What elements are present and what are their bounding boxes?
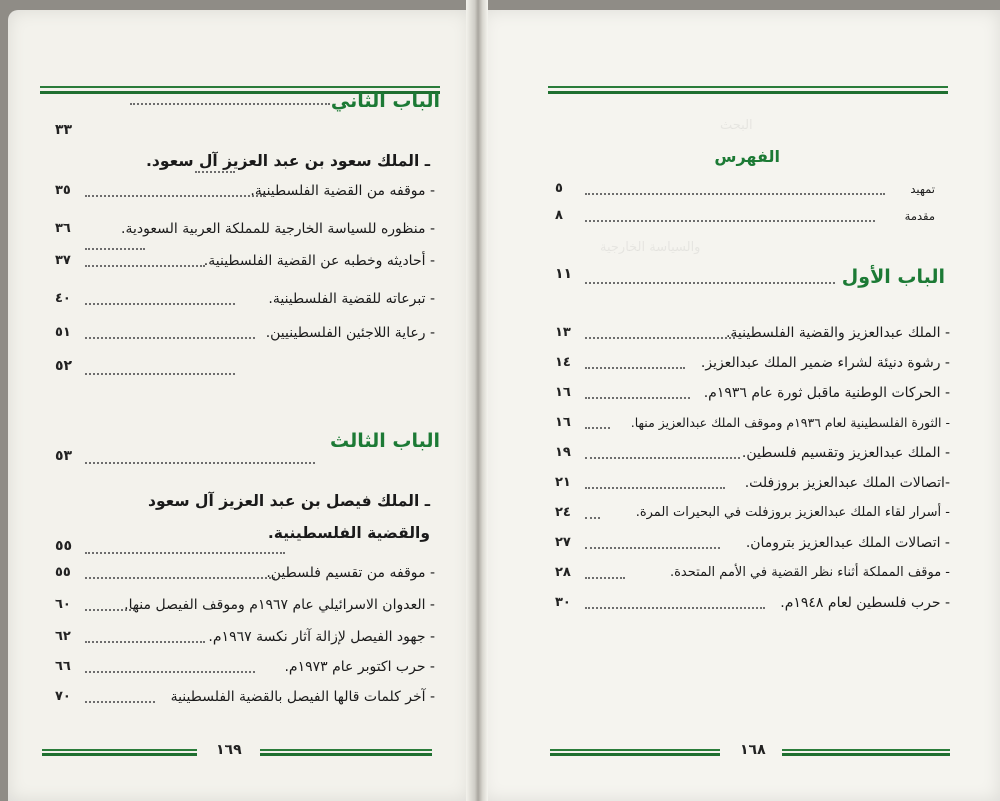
toc-entry-page: ٢٤ — [555, 505, 571, 520]
toc-entry-page: ٢٨ — [555, 565, 571, 580]
dot-leader — [585, 547, 720, 549]
toc-row — [55, 218, 435, 240]
dot-leader — [585, 193, 885, 195]
dot-leader — [85, 671, 255, 673]
toc-entry-page: ٤٠ — [55, 291, 71, 306]
toc-entry-page: ٥١ — [55, 325, 71, 340]
toc-entry-title: - العدوان الاسرائيلي عام ١٩٦٧م وموقف الفيصل منها. — [124, 597, 435, 613]
toc-entry-page: ٣٦ — [55, 221, 71, 236]
toc-entry-title: تمهيد — [910, 182, 935, 196]
toc-row — [55, 562, 435, 584]
toc-entry-page: ١٤ — [555, 355, 571, 370]
toc-row — [555, 178, 935, 200]
show-through-text: البحث — [720, 118, 753, 133]
toc-row — [55, 594, 435, 616]
dot-leader — [585, 517, 600, 519]
dot-leader — [85, 195, 265, 197]
toc-row — [555, 442, 950, 464]
toc-entry-title: - موقف المملكة أثناء نظر القضية في الأمم المتحدة. — [669, 565, 950, 580]
dot-leader — [85, 701, 155, 703]
dot-leader — [85, 303, 235, 305]
book-gutter — [466, 0, 488, 801]
page-number-168: ١٦٨ — [740, 742, 766, 758]
chapter1-page: ١١ — [555, 266, 573, 282]
toc-row — [555, 532, 950, 554]
dot-leader — [130, 103, 330, 105]
dot-leader — [85, 641, 205, 643]
toc-entry-title: - حرب اكتوبر عام ١٩٧٣م. — [284, 659, 435, 675]
chapter2-title: الباب الثاني — [330, 90, 440, 112]
footer-rule-right — [782, 749, 950, 757]
toc-row — [55, 288, 435, 310]
toc-entry-title: - موقفه من تقسيم فلسطين. — [266, 565, 435, 581]
toc-entry-title: - الملك عبدالعزيز وتقسيم فلسطين. — [741, 445, 950, 461]
dot-leader — [585, 427, 610, 429]
dot-leader — [85, 552, 285, 554]
chapter2-page: ٣٣ — [55, 122, 73, 138]
dot-leader — [585, 397, 690, 399]
toc-row — [555, 502, 950, 524]
toc-entry-title: - الثورة الفلسطينية لعام ١٩٣٦م وموقف الملك عبدالعزيز منها. — [630, 415, 950, 430]
toc-entry-title: - تبرعاته للقضية الفلسطينية. — [268, 291, 435, 307]
toc-entry-title: - رشوة دنيئة لشراء ضمير الملك عبدالعزيز. — [700, 355, 950, 371]
toc-entry-page: ٢١ — [555, 475, 571, 490]
chapter3-subhead-page: ٥٥ — [55, 538, 73, 554]
dot-leader — [85, 609, 135, 611]
toc-entry-title: - الحركات الوطنية ماقبل ثورة عام ١٩٣٦م. — [703, 385, 950, 401]
chapter2-trailing-page: ٥٢ — [55, 358, 73, 374]
chapter3-title: الباب الثالث — [329, 430, 440, 452]
dot-leader — [85, 265, 205, 267]
index-title: الفهرس — [714, 147, 780, 166]
toc-row — [555, 592, 950, 614]
toc-row — [55, 686, 435, 708]
chapter3-subhead-line2: والقضية الفلسطينية. — [267, 524, 430, 542]
dot-leader — [585, 457, 740, 459]
toc-entry-title: -اتصالات الملك عبدالعزيز بروزفلت. — [744, 475, 950, 491]
toc-entry-title: - اتصالات الملك عبدالعزيز بترومان. — [745, 535, 950, 551]
toc-entry-title: - موقفه من القضية الفلسطينية. — [250, 183, 435, 199]
toc-row — [55, 180, 435, 202]
left-page — [8, 10, 470, 801]
toc-row — [55, 250, 435, 272]
toc-row — [555, 352, 950, 374]
chapter2-subhead: ـ الملك سعود بن عبد العزيز آل سعود. — [146, 152, 430, 170]
toc-entry-page: ١٩ — [555, 445, 571, 460]
dot-leader — [585, 220, 875, 222]
footer-rule-left — [42, 749, 197, 757]
toc-entry-title: - الملك عبدالعزيز والقضية الفلسطينية. — [725, 325, 950, 341]
dot-leader — [85, 373, 235, 375]
dot-leader — [85, 337, 255, 339]
dot-leader — [585, 367, 685, 369]
dot-leader — [585, 487, 725, 489]
chapter1-title: الباب الأول — [841, 266, 945, 288]
toc-row — [55, 626, 435, 648]
dot-leader — [85, 577, 275, 579]
dot-leader — [85, 462, 315, 464]
chapter3-page: ٥٣ — [55, 448, 73, 464]
toc-entry-title: - جهود الفيصل لإزالة آثار نكسة ١٩٦٧م. — [208, 629, 435, 645]
toc-row — [555, 472, 950, 494]
toc-entry-page: ١٣ — [555, 325, 571, 340]
dot-leader — [585, 577, 625, 579]
dot-leader — [585, 337, 735, 339]
toc-entry-title: مقدمة — [904, 209, 935, 223]
toc-entry-page: ١٦ — [555, 385, 571, 400]
dot-leader — [195, 171, 235, 173]
toc-entry-title: - منظوره للسياسة الخارجية للمملكة العربية السعودية. — [121, 221, 435, 237]
toc-entry-page: ٨ — [555, 208, 563, 223]
dot-leader — [585, 607, 765, 609]
toc-row — [555, 412, 950, 434]
toc-row — [55, 656, 435, 678]
toc-entry-title: - رعاية اللاجئين الفلسطينيين. — [265, 325, 435, 341]
toc-entry-page: ٧٠ — [55, 689, 71, 704]
toc-entry-title: - أسرار لقاء الملك عبدالعزيز بروزفلت في البحيرات المرة. — [635, 505, 950, 520]
show-through-text: والسياسة الخارجية — [600, 240, 701, 255]
toc-entry-title: - آخر كلمات قالها الفيصل بالقضية الفلسطينية — [170, 689, 435, 705]
toc-entry-page: ٣٧ — [55, 253, 71, 268]
chapter3-subhead-line1: ـ الملك فيصل بن عبد العزيز آل سعود — [148, 492, 430, 510]
page-number-169: ١٦٩ — [216, 742, 242, 758]
toc-entry-page: ٥٥ — [55, 565, 71, 580]
toc-row — [555, 382, 950, 404]
toc-entry-page: ٢٧ — [555, 535, 571, 550]
header-rule — [548, 86, 948, 95]
toc-row — [55, 322, 435, 344]
toc-entry-title: - حرب فلسطين لعام ١٩٤٨م. — [780, 595, 950, 611]
toc-row — [555, 322, 950, 344]
toc-row — [555, 205, 935, 227]
dot-leader — [585, 282, 835, 284]
toc-entry-page: ٦٦ — [55, 659, 71, 674]
toc-entry-page: ٦٢ — [55, 629, 71, 644]
toc-entry-page: ٦٠ — [55, 597, 71, 612]
footer-rule-right — [260, 749, 432, 757]
toc-entry-page: ٣٥ — [55, 183, 71, 198]
toc-entry-page: ٥ — [555, 181, 563, 196]
toc-row — [555, 562, 950, 584]
toc-entry-title: - أحاديثه وخطبه عن القضية الفلسطينية. — [203, 253, 435, 269]
footer-rule-left — [550, 749, 720, 757]
toc-entry-page: ١٦ — [555, 415, 571, 430]
toc-entry-page: ٣٠ — [555, 595, 571, 610]
